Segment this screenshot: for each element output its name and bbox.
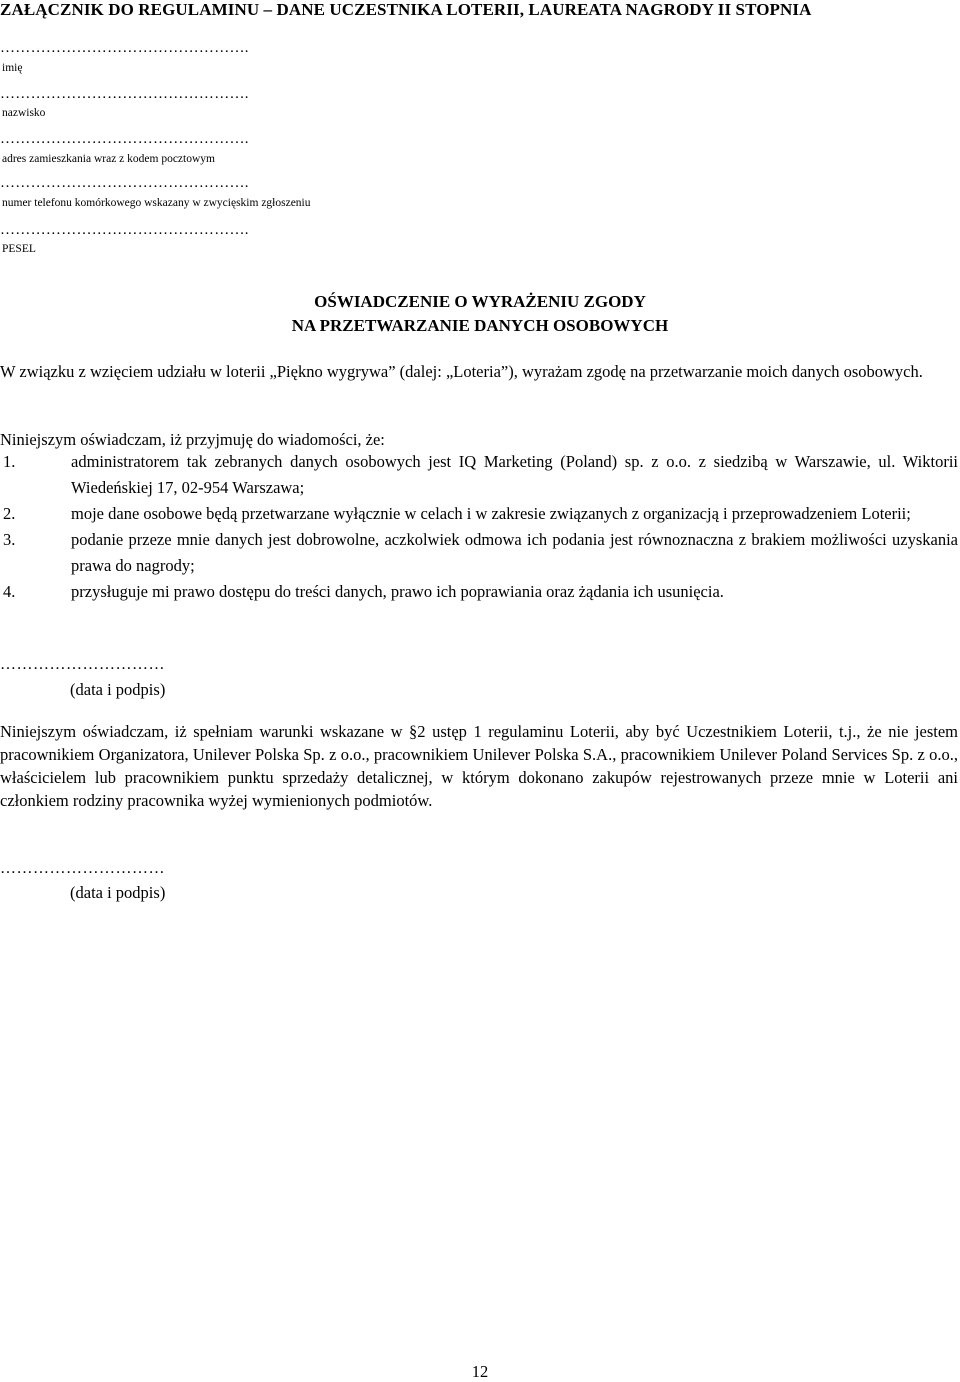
- signature-2-label: (data i podpis): [70, 883, 166, 902]
- list-item-text: przysługuje mi prawo dostępu do treści danych, prawo ich poprawiania oraz żądania ich usunięcia.: [71, 582, 724, 601]
- list-item-text: podanie przeze mnie danych jest dobrowolne, aczkolwiek odmowa ich podania jest równoznaczna z brakiem możliwości uzyskania prawa do nagrody;: [71, 530, 958, 575]
- consent-title-line-1: OŚWIADCZENIE O WYRAŻENIU ZGODY: [314, 292, 646, 311]
- consent-intro-paragraph: W związku z wzięciem udziału w loterii „Piękno wygrywa” (dalej: „Loteria”), wyrażam zgodę na przetwarzanie moich danych osobowych.: [0, 362, 923, 381]
- list-item: [0, 579, 958, 605]
- name-field-label: imię: [2, 62, 23, 74]
- address-field-label: adres zamieszkania wraz z kodem pocztowym: [2, 153, 215, 165]
- page-number: 12: [471, 1362, 489, 1381]
- document-title: ZAŁĄCZNIK DO REGULAMINU – DANE UCZESTNIKA LOTERII, LAUREATA NAGRODY II STOPNIA: [0, 0, 812, 19]
- list-item: [0, 527, 958, 579]
- consent-lead-sentence: Niniejszym oświadczam, iż przyjmuję do wiadomości, że:: [0, 430, 385, 449]
- list-item-text: moje dane osobowe będą przetwarzane wyłącznie w celach i w zakresie związanych z organizacją i przeprowadzeniem Loterii;: [71, 504, 911, 523]
- surname-field-label: nazwisko: [2, 107, 46, 119]
- address-field-dots: ………………………………………….: [0, 131, 249, 147]
- list-item-number: 2.: [3, 504, 16, 523]
- list-item-number: 3.: [3, 530, 16, 549]
- list-item: [0, 449, 958, 501]
- consent-title-line-2: NA PRZETWARZANIE DANYCH OSOBOWYCH: [291, 316, 669, 335]
- phone-field-label: numer telefonu komórkowego wskazany w zwycięskim zgłoszeniu: [2, 197, 311, 209]
- signature-1-dots: …………………………: [0, 656, 165, 673]
- declaration-paragraph: Niniejszym oświadczam, iż spełniam warunki wskazane w §2 ustęp 1 regulaminu Loterii, aby być Uczestnikiem Loterii, t.j., że nie jestem pracownikiem Organizatora, Unilever Polska Sp. z o.o., pracownikiem Unilever Polska S.A., pracownikiem Unilever Poland Services Sp. z o.o., właścicielem lub pracownikiem punktu sprzedaży detalicznej, w którym dokonano zakupów rejestrowanych przeze mnie w Loterii ani członkiem rodziny pracownika wyżej wymienionych podmiotów.: [0, 722, 958, 810]
- pesel-field-dots: ………………………………………….: [0, 222, 249, 238]
- consent-list: [0, 449, 958, 605]
- list-item-number: 1.: [3, 452, 16, 471]
- phone-field-dots: ………………………………………….: [0, 175, 249, 191]
- list-item-text: administratorem tak zebranych danych osobowych jest IQ Marketing (Poland) sp. z o.o. z siedzibą w Warszawie, ul. Wiktorii Wiedeńskiej 17, 02-954 Warszawa;: [71, 452, 958, 497]
- signature-2-dots: …………………………: [0, 860, 165, 877]
- list-item: [0, 501, 958, 527]
- name-field-dots: ………………………………………….: [0, 40, 249, 56]
- pesel-field-label: PESEL: [2, 243, 36, 255]
- list-item-number: 4.: [3, 582, 16, 601]
- surname-field-dots: ………………………………………….: [0, 86, 249, 102]
- signature-1-label: (data i podpis): [70, 680, 166, 699]
